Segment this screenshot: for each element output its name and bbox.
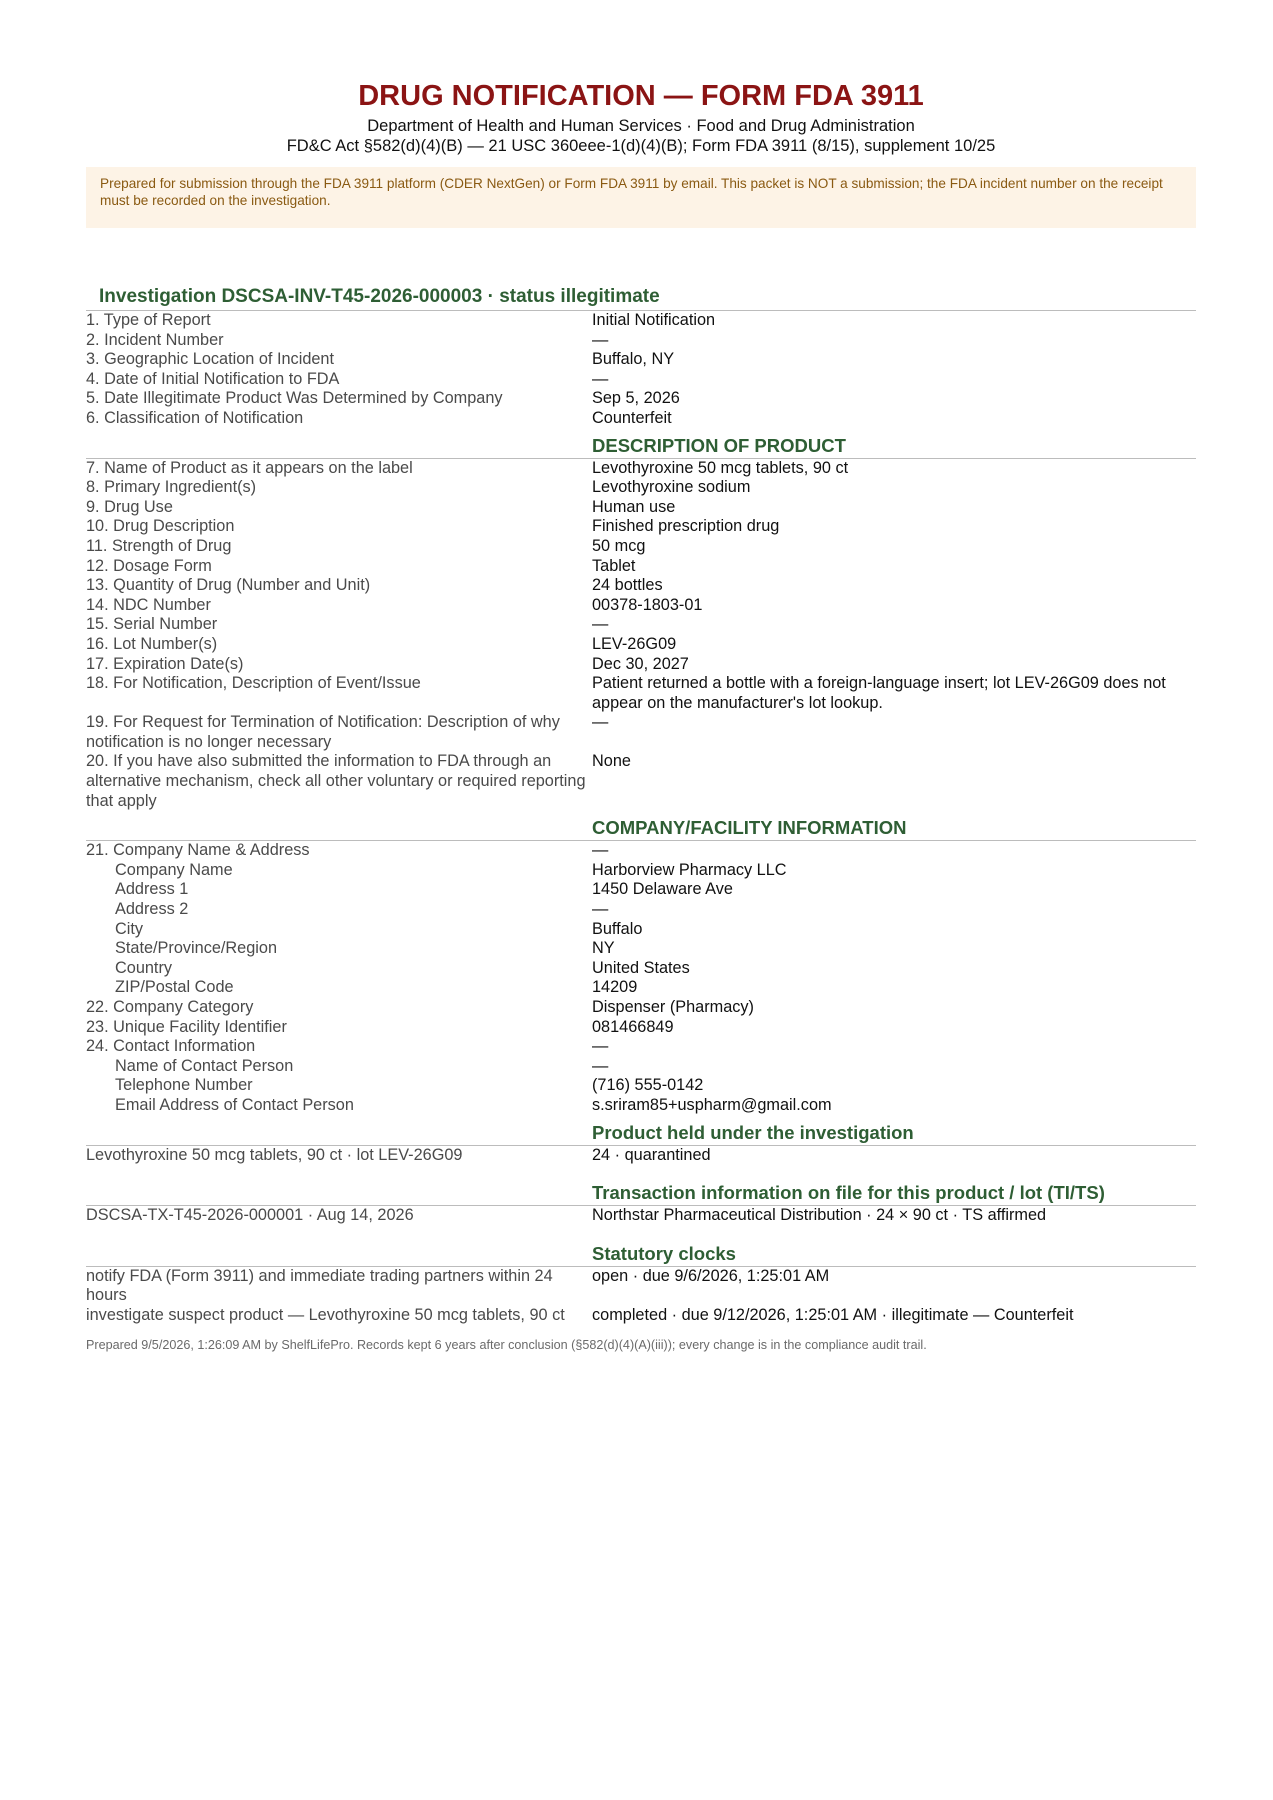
form-row bbox=[86, 752, 1196, 811]
form-row bbox=[86, 517, 1196, 537]
field-value: Counterfeit bbox=[592, 408, 672, 427]
field-value: — bbox=[592, 369, 609, 388]
submission-notice: Prepared for submission through the FDA 3911 platform (CDER NextGen) or Form FDA 3911 by email. This packet is NOT a submission; the FDA incident number on the receipt must be recorded on the investigation. bbox=[86, 167, 1196, 228]
form-row bbox=[86, 409, 1196, 429]
form-row bbox=[86, 331, 1196, 351]
field-label: 23. Unique Facility Identifier bbox=[86, 1017, 287, 1036]
field-value: Northstar Pharmaceutical Distribution · 24 × 90 ct · TS affirmed bbox=[592, 1206, 1047, 1225]
form-row bbox=[86, 900, 1196, 920]
form-row bbox=[86, 615, 1196, 635]
section-header-held bbox=[86, 1121, 1196, 1146]
field-label: 3. Geographic Location of Incident bbox=[86, 350, 335, 369]
field-label: City bbox=[115, 919, 144, 938]
form-row bbox=[86, 1076, 1196, 1096]
field-label: 16. Lot Number(s) bbox=[86, 634, 218, 653]
field-value: 50 mcg bbox=[592, 536, 646, 555]
form-row bbox=[86, 713, 1196, 752]
form-row bbox=[86, 576, 1196, 596]
form-row bbox=[86, 498, 1196, 518]
product-rows bbox=[86, 459, 1196, 812]
field-value: Patient returned a bottle with a foreign-language insert; lot LEV-26G09 does not appear on the manufacturer's lot lookup. bbox=[592, 674, 1166, 712]
form-row bbox=[86, 596, 1196, 616]
form-row bbox=[86, 311, 1196, 331]
field-label: 20. If you have also submitted the information to FDA through an alternative mechanism, check all other voluntary or required reporting that apply bbox=[86, 752, 586, 810]
form-row bbox=[86, 939, 1196, 959]
field-label: Country bbox=[115, 958, 173, 977]
section-header-company bbox=[86, 816, 1196, 841]
field-label: 1. Type of Report bbox=[86, 311, 211, 329]
field-label: 19. For Request for Termination of Notification: Description of why notification is no longer necessary bbox=[86, 713, 560, 751]
section-header-clocks bbox=[86, 1242, 1196, 1267]
form-row bbox=[86, 537, 1196, 557]
form-row bbox=[86, 557, 1196, 577]
field-label: 15. Serial Number bbox=[86, 615, 218, 634]
field-label: 12. Dosage Form bbox=[86, 556, 212, 575]
field-value: — bbox=[592, 1037, 609, 1056]
field-value: Buffalo bbox=[592, 919, 643, 938]
field-label: 9. Drug Use bbox=[86, 497, 173, 516]
field-value: — bbox=[592, 330, 609, 349]
field-label: State/Province/Region bbox=[115, 939, 278, 958]
field-value: Dispenser (Pharmacy) bbox=[592, 998, 754, 1016]
field-label: Company Name bbox=[115, 860, 233, 879]
form-row bbox=[86, 978, 1196, 998]
field-value: Sep 5, 2026 bbox=[592, 389, 680, 408]
form-row bbox=[86, 841, 1196, 861]
field-label: 2. Incident Number bbox=[86, 330, 224, 349]
page-title: DRUG NOTIFICATION — FORM FDA 3911 bbox=[358, 80, 924, 112]
section-header-product bbox=[86, 434, 1196, 459]
field-value: None bbox=[592, 752, 631, 771]
form-row bbox=[86, 1018, 1196, 1038]
field-value: s.sriram85+uspharm@gmail.com bbox=[592, 1095, 832, 1114]
field-value: Dec 30, 2027 bbox=[592, 654, 689, 673]
form-row bbox=[86, 1206, 1196, 1226]
prepared-footer: Prepared 9/5/2026, 1:26:09 AM by ShelfLifePro. Records kept 6 years after conclusion (§582(d)(4)(A)(iii)); every change is in the compliance audit trail. bbox=[86, 1337, 927, 1352]
statute-line: FD&C Act §582(d)(4)(B) — 21 USC 360eee-1(d)(4)(B); Form FDA 3911 (8/15), supplement 10/25 bbox=[286, 137, 996, 155]
form-row bbox=[86, 959, 1196, 979]
field-value: — bbox=[592, 841, 609, 860]
field-value: 081466849 bbox=[592, 1017, 674, 1036]
section-header-transactions bbox=[86, 1181, 1196, 1206]
field-value: Human use bbox=[592, 497, 676, 516]
field-label: 5. Date Illegitimate Product Was Determined by Company bbox=[86, 389, 503, 408]
field-label: 7. Name of Product as it appears on the label bbox=[86, 458, 413, 477]
form-row bbox=[86, 674, 1196, 713]
field-value: 00378-1803-01 bbox=[592, 595, 703, 614]
field-label: 6. Classification of Notification bbox=[86, 408, 304, 427]
form-row bbox=[86, 861, 1196, 881]
field-label: 21. Company Name & Address bbox=[86, 841, 310, 860]
field-value: 1450 Delaware Ave bbox=[592, 880, 733, 899]
investigation-rows bbox=[86, 311, 1196, 429]
field-value: — bbox=[592, 615, 609, 634]
field-value: 24 · quarantined bbox=[592, 1145, 711, 1164]
form-row bbox=[86, 370, 1196, 390]
section-title-held: Product held under the investigation bbox=[592, 1121, 914, 1143]
form-row bbox=[86, 1306, 1196, 1326]
section-title-company: COMPANY/FACILITY INFORMATION bbox=[592, 817, 907, 839]
field-value: open · due 9/6/2026, 1:25:01 AM bbox=[592, 1266, 830, 1285]
section-title-transactions: Transaction information on file for this product / lot (TI/TS) bbox=[592, 1182, 1105, 1204]
form-row bbox=[86, 1037, 1196, 1057]
form-row bbox=[86, 389, 1196, 409]
field-label: Levothyroxine 50 mcg tablets, 90 ct · lot LEV-26G09 bbox=[86, 1145, 463, 1164]
investigation-title: Investigation DSCSA-INV-T45-2026-000003 · status illegitimate bbox=[86, 285, 1196, 311]
field-value: Tablet bbox=[592, 556, 636, 575]
field-value: NY bbox=[592, 939, 615, 958]
field-label: 22. Company Category bbox=[86, 998, 254, 1016]
field-label: Address 2 bbox=[115, 900, 189, 919]
field-value: — bbox=[592, 1056, 609, 1075]
section-title-clocks: Statutory clocks bbox=[592, 1242, 736, 1264]
form-row bbox=[86, 880, 1196, 900]
field-label: 11. Strength of Drug bbox=[86, 536, 232, 555]
field-label: Address 1 bbox=[115, 880, 189, 899]
field-label: investigate suspect product — Levothyroxine 50 mcg tablets, 90 ct bbox=[86, 1305, 565, 1324]
form-row bbox=[86, 920, 1196, 940]
field-value: Buffalo, NY bbox=[592, 350, 675, 369]
field-value: (716) 555-0142 bbox=[592, 1076, 704, 1095]
field-label: ZIP/Postal Code bbox=[115, 978, 234, 997]
section-title-product: DESCRIPTION OF PRODUCT bbox=[592, 434, 846, 456]
clock-rows bbox=[86, 1267, 1196, 1326]
field-value: 14209 bbox=[592, 978, 638, 997]
field-label: Email Address of Contact Person bbox=[115, 1095, 354, 1114]
field-value: United States bbox=[592, 958, 690, 977]
field-label: 14. NDC Number bbox=[86, 595, 211, 614]
form-row bbox=[86, 478, 1196, 498]
field-value: LEV-26G09 bbox=[592, 634, 677, 653]
field-value: Levothyroxine 50 mcg tablets, 90 ct bbox=[592, 458, 849, 477]
form-row bbox=[86, 459, 1196, 479]
field-value: — bbox=[592, 713, 609, 732]
field-value: Initial Notification bbox=[592, 311, 716, 329]
field-label: 13. Quantity of Drug (Number and Unit) bbox=[86, 576, 371, 595]
form-row bbox=[86, 350, 1196, 370]
transaction-rows bbox=[86, 1206, 1196, 1226]
form-page bbox=[86, 76, 1196, 1353]
form-row bbox=[86, 998, 1196, 1018]
field-value: Harborview Pharmacy LLC bbox=[592, 860, 787, 879]
field-label: Telephone Number bbox=[115, 1076, 253, 1095]
field-label: notify FDA (Form 3911) and immediate trading partners within 24 hours bbox=[86, 1266, 553, 1305]
field-value: — bbox=[592, 900, 609, 919]
field-label: 4. Date of Initial Notification to FDA bbox=[86, 369, 340, 388]
field-value: completed · due 9/12/2026, 1:25:01 AM · illegitimate — Counterfeit bbox=[592, 1305, 1074, 1324]
field-label: DSCSA-TX-T45-2026-000001 · Aug 14, 2026 bbox=[86, 1206, 414, 1225]
form-row bbox=[86, 1096, 1196, 1116]
field-value: Levothyroxine sodium bbox=[592, 478, 751, 497]
field-value: 24 bottles bbox=[592, 576, 663, 595]
field-label: 24. Contact Information bbox=[86, 1037, 256, 1056]
field-value: Finished prescription drug bbox=[592, 517, 780, 536]
company-rows bbox=[86, 841, 1196, 1115]
form-row bbox=[86, 1057, 1196, 1077]
field-label: 17. Expiration Date(s) bbox=[86, 654, 244, 673]
agency-line: Department of Health and Human Services · Food and Drug Administration bbox=[367, 117, 915, 135]
held-rows bbox=[86, 1146, 1196, 1166]
form-row bbox=[86, 1146, 1196, 1166]
form-row bbox=[86, 635, 1196, 655]
field-label: 18. For Notification, Description of Event/Issue bbox=[86, 674, 421, 693]
field-label: Name of Contact Person bbox=[115, 1056, 294, 1075]
form-row bbox=[86, 1267, 1196, 1306]
form-row bbox=[86, 655, 1196, 675]
field-label: 10. Drug Description bbox=[86, 517, 235, 536]
field-label: 8. Primary Ingredient(s) bbox=[86, 478, 257, 497]
